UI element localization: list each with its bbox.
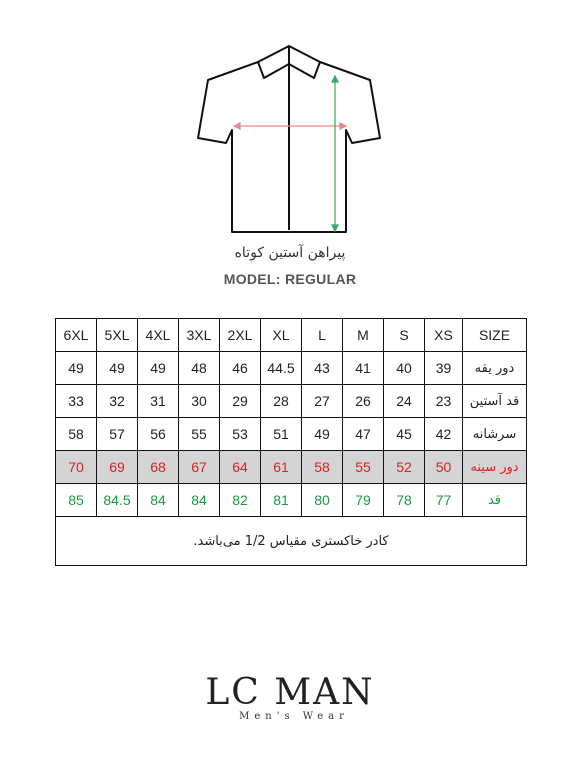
table-cell: 42 [425, 418, 463, 451]
scale-note: کادر خاکستری مقیاس 1/2 می‌باشد. [56, 517, 527, 566]
header-cell: 5XL [97, 319, 138, 352]
table-cell: 51 [261, 418, 302, 451]
brand-tagline: Men's Wear [239, 711, 349, 722]
table-cell: 85 [56, 484, 97, 517]
header-cell: XS [425, 319, 463, 352]
row-label: دور یقه [463, 352, 527, 385]
table-cell: 78 [384, 484, 425, 517]
row-label: قد آستین [463, 385, 527, 418]
table-cell: 84 [179, 484, 220, 517]
shirt-diagram [190, 40, 390, 240]
table-cell: 53 [220, 418, 261, 451]
table-cell: 30 [179, 385, 220, 418]
table-cell: 52 [384, 451, 425, 484]
header-row [56, 319, 527, 352]
table-cell: 23 [425, 385, 463, 418]
row-length [56, 484, 527, 517]
product-title: پیراهن آستین کوتاه [234, 245, 346, 261]
table-cell: 84 [138, 484, 179, 517]
size-table [55, 318, 527, 566]
header-cell: 3XL [179, 319, 220, 352]
row-chest [56, 451, 527, 484]
table-cell: 41 [343, 352, 384, 385]
table-cell: 46 [220, 352, 261, 385]
header-cell: 6XL [56, 319, 97, 352]
table-cell: 80 [302, 484, 343, 517]
table-cell: 81 [261, 484, 302, 517]
table-cell: 39 [425, 352, 463, 385]
table-cell: 64 [220, 451, 261, 484]
row-neck [56, 352, 527, 385]
table-cell: 69 [97, 451, 138, 484]
header-cell: SIZE [463, 319, 527, 352]
table-cell: 55 [343, 451, 384, 484]
table-cell: 58 [302, 451, 343, 484]
table-cell: 82 [220, 484, 261, 517]
table-cell: 49 [138, 352, 179, 385]
header-cell: XL [261, 319, 302, 352]
table-cell: 50 [425, 451, 463, 484]
table-cell: 79 [343, 484, 384, 517]
table-cell: 28 [261, 385, 302, 418]
model-label: MODEL: REGULAR [223, 271, 357, 287]
header-cell: 2XL [220, 319, 261, 352]
header-cell: M [343, 319, 384, 352]
table-cell: 61 [261, 451, 302, 484]
table-cell: 70 [56, 451, 97, 484]
table-cell: 40 [384, 352, 425, 385]
brand-logo: LC MAN [205, 672, 375, 713]
header-cell: S [384, 319, 425, 352]
table-cell: 68 [138, 451, 179, 484]
table-cell: 49 [97, 352, 138, 385]
table-cell: 44.5 [261, 352, 302, 385]
table-cell: 55 [179, 418, 220, 451]
table-cell: 58 [56, 418, 97, 451]
table-cell: 56 [138, 418, 179, 451]
table-cell: 29 [220, 385, 261, 418]
table-cell: 45 [384, 418, 425, 451]
row-label: سرشانه [463, 418, 527, 451]
row-shoulder [56, 418, 527, 451]
body-length-arrow [332, 76, 338, 231]
header-cell: L [302, 319, 343, 352]
table-cell: 33 [56, 385, 97, 418]
header-cell: 4XL [138, 319, 179, 352]
table-cell: 49 [56, 352, 97, 385]
table-cell: 84.5 [97, 484, 138, 517]
table-cell: 48 [179, 352, 220, 385]
row-sleeve [56, 385, 527, 418]
table-cell: 43 [302, 352, 343, 385]
table-cell: 57 [97, 418, 138, 451]
table-cell: 32 [97, 385, 138, 418]
table-cell: 31 [138, 385, 179, 418]
row-label: دور سینه [463, 451, 527, 484]
table-cell: 49 [302, 418, 343, 451]
table-cell: 67 [179, 451, 220, 484]
table-cell: 47 [343, 418, 384, 451]
table-cell: 77 [425, 484, 463, 517]
table-cell: 24 [384, 385, 425, 418]
table-cell: 27 [302, 385, 343, 418]
row-label: قد [463, 484, 527, 517]
table-cell: 26 [343, 385, 384, 418]
note-row [56, 517, 527, 566]
